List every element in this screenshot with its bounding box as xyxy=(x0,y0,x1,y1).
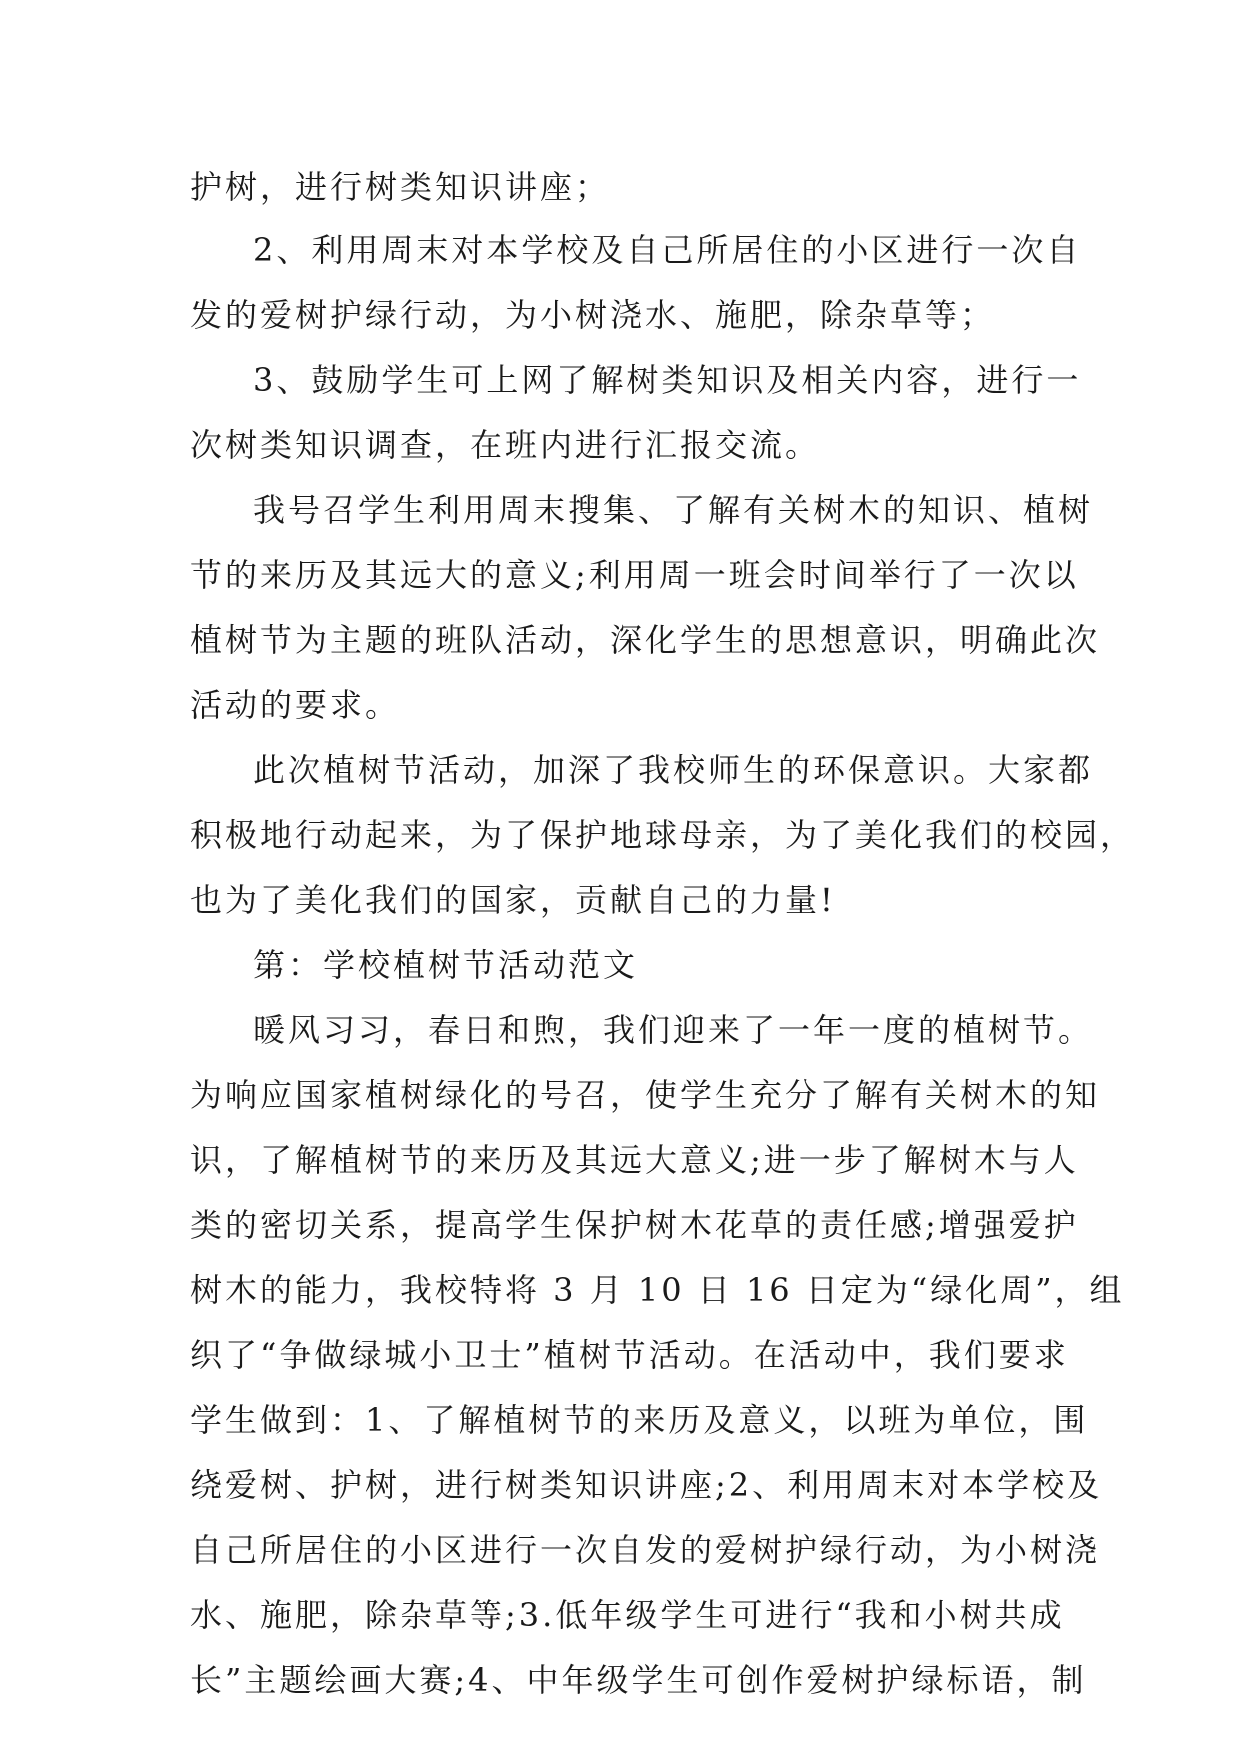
text-line: 活动的要求。 xyxy=(190,686,401,724)
text-line: 积极地行动起来，为了保护地球母亲，为了美化我们的校园， xyxy=(190,816,1136,854)
text-line: 次树类知识调查，在班内进行汇报交流。 xyxy=(190,426,821,464)
text-line: 织了“争做绿城小卫士”植树节活动。在活动中，我们要求 xyxy=(190,1336,1069,1374)
list-item-2: 2、利用周末对本学校及自己所居住的小区进行一次自 xyxy=(253,231,1082,269)
section-heading: 第：学校植树节活动范文 xyxy=(253,946,639,984)
text-line: 识，了解植树节的来历及其远大意义;进一步了解树木与人 xyxy=(190,1141,1079,1179)
paragraph-start: 暖风习习，春日和煦，我们迎来了一年一度的植树节。 xyxy=(253,1011,1094,1049)
text-line: 绕爱树、护树，进行树类知识讲座;2、利用周末对本学校及 xyxy=(190,1466,1103,1504)
text-line: 类的密切关系，提高学生保护树木花草的责任感;增强爱护 xyxy=(190,1206,1079,1244)
text-line: 发的爱树护绿行动，为小树浇水、施肥，除杂草等； xyxy=(190,296,996,334)
text-line: 水、施肥，除杂草等;3.低年级学生可进行“我和小树共成 xyxy=(190,1596,1065,1634)
text-line: 节的来历及其远大的意义;利用周一班会时间举行了一次以 xyxy=(190,556,1079,594)
text-line: 护树，进行树类知识讲座； xyxy=(190,168,611,206)
paragraph-start: 我号召学生利用周末搜集、了解有关树木的知识、植树 xyxy=(253,491,1094,529)
paragraph-start: 此次植树节活动，加深了我校师生的环保意识。大家都 xyxy=(253,751,1094,789)
text-line: 长”主题绘画大赛;4、中年级学生可创作爱树护绿标语，制 xyxy=(190,1661,1087,1699)
text-line: 植树节为主题的班队活动，深化学生的思想意识，明确此次 xyxy=(190,621,1101,659)
text-line: 也为了美化我们的国家，贡献自己的力量! xyxy=(190,881,836,919)
text-line: 学生做到：1、了解植树节的来历及意义，以班为单位，围 xyxy=(190,1401,1089,1439)
text-line: 自己所居住的小区进行一次自发的爱树护绿行动，为小树浇 xyxy=(190,1531,1101,1569)
text-line: 树木的能力，我校特将 3 月 10 日 16 日定为“绿化周”，组 xyxy=(190,1271,1125,1309)
list-item-3: 3、鼓励学生可上网了解树类知识及相关内容，进行一 xyxy=(253,361,1082,399)
text-line: 为响应国家植树绿化的号召，使学生充分了解有关树木的知 xyxy=(190,1076,1101,1114)
